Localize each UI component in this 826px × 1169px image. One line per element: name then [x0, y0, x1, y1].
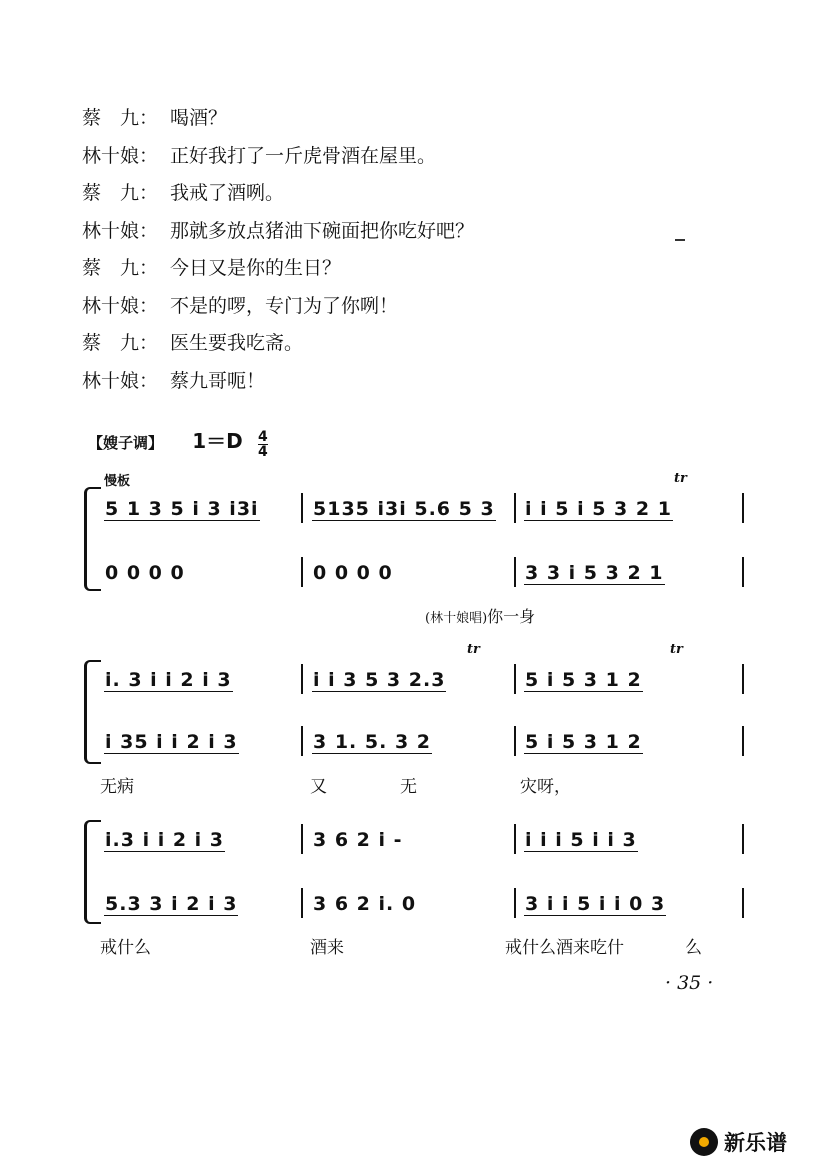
system-brace	[84, 820, 101, 924]
lyric: 无	[400, 777, 417, 797]
barline	[301, 888, 303, 918]
measure	[104, 491, 289, 527]
barline	[742, 493, 744, 523]
dialogue-block	[82, 100, 474, 400]
lyric: 么	[685, 938, 702, 958]
singer-lyric: 你一身	[487, 607, 536, 626]
time-signature	[258, 430, 268, 459]
dialogue-line	[82, 138, 474, 176]
barline	[301, 664, 303, 694]
barline	[301, 726, 303, 756]
measure	[104, 822, 289, 858]
dialogue-line	[82, 250, 474, 288]
notes: 5 i 5 3 1 2	[525, 668, 642, 691]
notes: i i 3 5 3 2.3	[313, 668, 446, 691]
barline	[301, 493, 303, 523]
notes: i 35 i i 2 i 3	[105, 730, 238, 753]
measure	[524, 886, 734, 922]
record-icon	[690, 1128, 718, 1156]
line-text: 今日又是你的生日？	[170, 257, 342, 279]
lyric: 戒什么	[100, 938, 151, 958]
barline	[301, 557, 303, 587]
barline	[514, 726, 516, 756]
trill-mark: tr	[670, 642, 683, 657]
barline	[742, 664, 744, 694]
barline	[514, 824, 516, 854]
tempo-marking: 慢板	[104, 474, 131, 489]
barline	[742, 824, 744, 854]
speaker: 蔡 九：	[82, 332, 159, 354]
notes: 0 0 0 0	[105, 562, 185, 584]
notes: 3 3 i 5 3 2 1	[525, 561, 664, 584]
lyric: 又	[310, 777, 327, 797]
notes: 0 0 0 0	[313, 562, 393, 584]
speaker: 蔡 九：	[82, 107, 159, 129]
line-text: 医生要我吃斋。	[170, 332, 304, 354]
lyric: 酒来	[310, 938, 344, 958]
measure	[312, 555, 502, 591]
measure	[312, 886, 502, 922]
speaker: 林十娘：	[82, 219, 159, 242]
barline	[301, 824, 303, 854]
dialogue-line	[82, 325, 474, 363]
barline	[514, 557, 516, 587]
measure	[104, 724, 289, 760]
line-text: 那就多放点猪油下碗面把你吃好吧？	[170, 219, 475, 242]
speaker: 林十娘：	[82, 294, 159, 317]
singer-cue	[425, 604, 535, 627]
barline	[514, 664, 516, 694]
lower-staff	[104, 724, 724, 760]
page-number: · 35 ·	[665, 972, 714, 994]
barline	[514, 493, 516, 523]
tune-name: 【嫂子调】	[88, 434, 164, 452]
notes: i.3 i i 2 i 3	[105, 828, 225, 851]
notes: 5.3 3 i 2 i 3	[105, 892, 238, 915]
measure	[312, 491, 502, 527]
notes: i i 5 i 5 3 2 1	[525, 497, 672, 520]
notes: 3 i i 5 i i 0 3	[525, 892, 666, 915]
barline	[742, 557, 744, 587]
line-text: 不是的啰，专门为了你咧！	[170, 294, 399, 317]
line-text: 正好我打了一斤虎骨酒在屋里。	[170, 144, 437, 167]
measure	[524, 555, 734, 591]
stray-mark	[675, 239, 685, 241]
dialogue-line	[82, 213, 474, 251]
measure	[312, 822, 502, 858]
time-signature-bottom: 4	[258, 443, 268, 460]
notes: i. 3 i i 2 i 3	[105, 668, 232, 691]
line-text: 喝酒？	[170, 107, 228, 129]
time-signature-top: 4	[258, 428, 268, 445]
notes: 5135 i3i 5.6 5 3	[313, 497, 495, 520]
tune-header	[88, 425, 268, 459]
measure	[104, 555, 289, 591]
upper-staff	[104, 491, 724, 527]
dialogue-line	[82, 100, 474, 138]
notes: 5 1 3 5 i 3 i3i	[105, 497, 259, 520]
lower-staff	[104, 886, 724, 922]
line-text: 蔡九哥呃！	[170, 369, 266, 392]
measure	[524, 724, 734, 760]
measure	[524, 822, 734, 858]
dialogue-line	[82, 175, 474, 213]
measure	[312, 662, 502, 698]
dialogue-line	[82, 288, 474, 326]
lyric: 灾呀，	[520, 777, 571, 797]
measure	[312, 724, 502, 760]
measure	[104, 662, 289, 698]
singer-name: (林十娘唱)	[425, 611, 488, 626]
trill-mark: tr	[674, 471, 687, 486]
lyric: 戒什么酒来吃什	[505, 938, 624, 958]
barline	[514, 888, 516, 918]
logo-text: 新乐谱	[724, 1131, 787, 1155]
notes: 5 i 5 3 1 2	[525, 730, 642, 753]
speaker: 蔡 九：	[82, 257, 159, 279]
lower-staff	[104, 555, 724, 591]
barline	[742, 888, 744, 918]
lyric: 无病	[100, 777, 134, 797]
trill-mark: tr	[467, 642, 480, 657]
upper-staff	[104, 662, 724, 698]
system-brace	[84, 487, 101, 591]
measure	[524, 662, 734, 698]
line-text: 我戒了酒咧。	[170, 182, 285, 204]
system-brace	[84, 660, 101, 764]
notes: 3 6 2 i -	[313, 829, 403, 851]
key-signature: 1＝D	[192, 429, 243, 453]
notes: 3 6 2 i. 0	[313, 893, 417, 915]
notes: i i i 5 i i 3	[525, 828, 637, 851]
speaker: 林十娘：	[82, 369, 159, 392]
speaker: 林十娘：	[82, 144, 159, 167]
measure	[524, 491, 734, 527]
measure	[104, 886, 289, 922]
dialogue-line	[82, 363, 474, 401]
upper-staff	[104, 822, 724, 858]
watermark-logo	[690, 1127, 787, 1157]
notes: 3 1. 5. 3 2	[313, 730, 431, 753]
speaker: 蔡 九：	[82, 182, 159, 204]
barline	[742, 726, 744, 756]
